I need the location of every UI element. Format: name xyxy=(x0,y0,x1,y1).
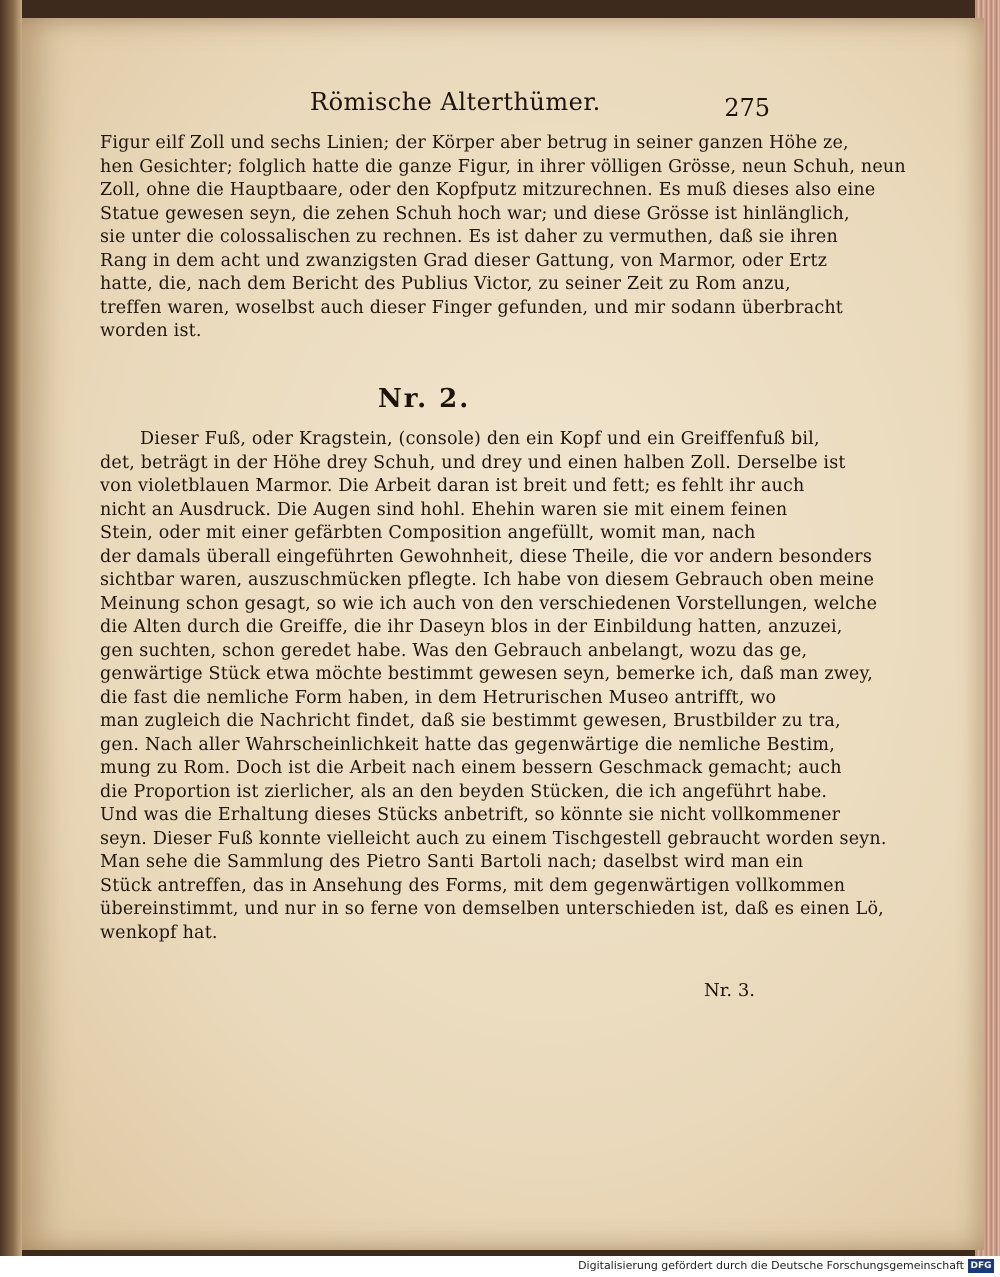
catchword: Nr. 3. xyxy=(704,980,755,1001)
text-line: Zoll, ohne die Hauptbaare, oder den Kopfputz mitzurechnen. Es muß dieses also eine xyxy=(100,180,876,200)
text-line: seyn. Dieser Fuß konnte vielleicht auch zu einem Tischgestell gebraucht worden seyn. xyxy=(100,828,887,849)
running-head: Römische Alterthümer. xyxy=(310,88,601,116)
text-line: nicht an Ausdruck. Die Augen sind hohl. Ehehin waren sie mit einem feinen xyxy=(100,499,788,520)
text-line: treffen waren, woselbst auch dieser Finger gefunden, und mir sodann überbracht xyxy=(100,297,844,318)
text-line: sie unter die colossalischen zu rechnen. Es ist daher zu vermuthen, daß sie ihren xyxy=(100,227,838,247)
text-line: Rang in dem acht und zwanzigsten Grad dieser Gattung, von Marmor, oder Ertz xyxy=(100,250,828,271)
text-line: Dieser Fuß, oder Kragstein, (console) den ein Kopf und ein Greiffenfuß bil, xyxy=(140,429,820,449)
text-line: Und was die Erhaltung dieses Stücks anbetrift, so könnte sie nicht vollkommener xyxy=(100,805,841,825)
paragraph-1 xyxy=(100,132,906,344)
text-line: det, beträgt in der Höhe drey Schuh, und drey und einen halben Zoll. Derselbe ist xyxy=(100,452,846,473)
paragraph-2 xyxy=(100,428,887,945)
text-line: Figur eilf Zoll und sechs Linien; der Körper aber betrug in seiner ganzen Höhe ze, xyxy=(100,133,849,153)
page-header xyxy=(100,88,770,124)
funding-credit: Digitalisierung gefördert durch die Deutsche Forschungsgemeinschaft xyxy=(578,1259,964,1272)
text-line: gen suchten, schon geredet habe. Was den Gebrauch anbelangt, wozu das ge, xyxy=(100,640,808,661)
text-line: Meinung schon gesagt, so wie ich auch von den verschiedenen Vorstellungen, welche xyxy=(100,593,878,614)
text-line: die Proportion ist zierlicher, als an den beyden Stücken, die ich angeführt habe. xyxy=(100,781,828,802)
text-line: Stein, oder mit einer gefärbten Composition angefüllt, womit man, nach xyxy=(100,523,756,543)
footer-bar xyxy=(0,1256,1000,1277)
dfg-logo-icon: DFG xyxy=(968,1259,994,1273)
text-line: hatte, die, nach dem Bericht des Publius Victor, zu seiner Zeit zu Rom anzu, xyxy=(100,274,791,294)
text-line: von violetblauen Marmor. Die Arbeit daran ist breit und fett; es fehlt ihr auch xyxy=(100,476,805,496)
text-line: hen Gesichter; folglich hatte die ganze Figur, in ihrer völligen Grösse, neun Schuh, neun xyxy=(100,156,906,177)
text-line: übereinstimmt, und nur in so ferne von demselben unterschieden ist, daß es einen Lö, xyxy=(100,899,884,919)
text-line: man zugleich die Nachricht findet, daß sie bestimmt gewesen, Brustbilder zu tra, xyxy=(100,711,841,731)
page-number: 275 xyxy=(724,94,770,122)
text-line: wenkopf hat. xyxy=(100,922,218,943)
text-line: der damals überall eingeführten Gewohnheit, diese Theile, die vor andern besonders xyxy=(100,546,873,567)
text-line: Man sehe die Sammlung des Pietro Santi Bartoli nach; daselbst wird man ein xyxy=(100,852,804,872)
book-spine-edge xyxy=(0,0,22,1256)
text-line: mung zu Rom. Doch ist die Arbeit nach einem bessern Geschmack gemacht; auch xyxy=(100,758,842,778)
text-line: die Alten durch die Greiffe, die ihr Daseyn blos in der Einbildung hatten, anzuzei, xyxy=(100,617,843,637)
text-line: sichtbar waren, auszuschmücken pflegte. Ich habe von diesem Gebrauch oben meine xyxy=(100,570,875,590)
text-line: gen. Nach aller Wahrscheinlichkeit hatte das gegenwärtige die nemliche Bestim, xyxy=(100,734,835,755)
text-line: genwärtige Stück etwa möchte bestimmt gewesen seyn, bemerke ich, daß man zwey, xyxy=(100,664,873,684)
text-line: Statue gewesen seyn, die zehen Schuh hoch war; und diese Grösse ist hinlänglich, xyxy=(100,203,850,224)
text-line: worden ist. xyxy=(100,321,202,341)
text-line: die fast die nemliche Form haben, in dem Hetrurischen Museo antrifft, wo xyxy=(100,687,777,708)
text-line: Stück antreffen, das in Ansehung des Forms, mit dem gegenwärtigen vollkommen xyxy=(100,875,846,896)
section-heading: Nr. 2. xyxy=(378,384,471,414)
